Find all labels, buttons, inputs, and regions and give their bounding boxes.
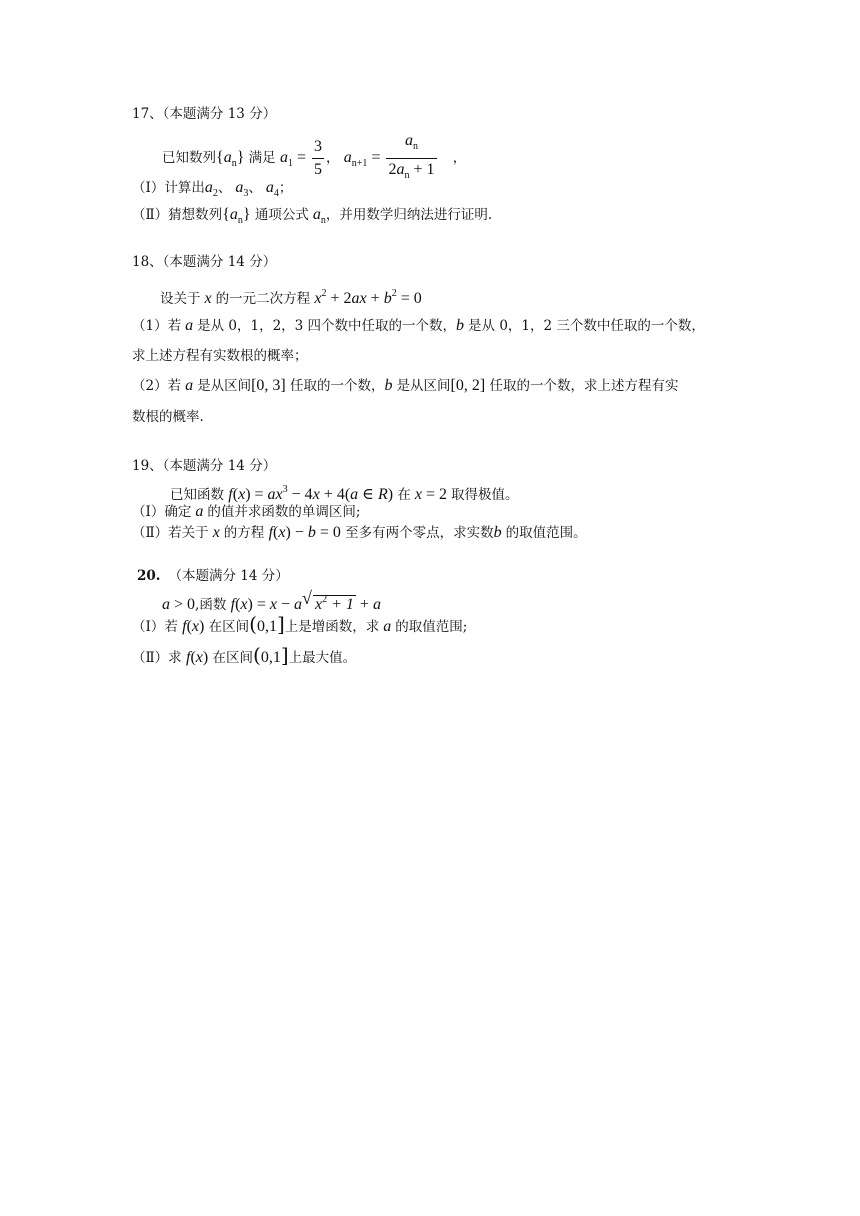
q18-header: 18、（本题满分 14 分）	[132, 254, 277, 270]
q17-part1: （Ⅰ）计算出$a_2$、 $a_3$、 $a_4$；	[132, 179, 293, 199]
q19-statement: 已知函数 $f(x) = ax^3 - 4x + 4(a$ ∈ R) 在 x = 2 取得极值。	[170, 484, 519, 503]
q20-part1: （Ⅰ）若 f(x) 在区间(0,1]上是增函数，求 a 的取值范围;	[132, 612, 468, 636]
q17-header: 17、（本题满分 13 分）	[132, 106, 277, 122]
q19-part1: （Ⅰ）确定 a 的值并求函数的单调区间;	[132, 503, 361, 520]
q20-header: 20. （本题满分 14 分）	[137, 568, 289, 584]
q20-part2: （Ⅱ）求 f(x) 在区间(0,1]上最大值。	[132, 643, 357, 667]
q20-statement: a > 0,函数 f(x) = x − a √ $x^2 + 1 + a$	[162, 588, 381, 613]
q19-header: 19、（本题满分 14 分）	[132, 458, 277, 474]
q18-part2-line2: 数根的概率.	[132, 409, 204, 425]
q18-part1-line2: 求上述方程有实数根的概率；	[132, 348, 308, 364]
q19-part2: （Ⅱ）若关于 x 的方程 f(x) − b = 0 至多有两个零点，求实数b 的取值范围。	[132, 524, 587, 541]
q18-statement: 设关于 x 的一元二次方程 $x^2 + 2ax + b^2 = 0$	[160, 288, 422, 307]
q17-statement: 已知数列$\{a_n\}$ 满足 $a_1$ = $\frac{3}{5}$ ， $a_{n+1}$ = $\frac{a_n}{2a_n + 1}$ ，	[162, 132, 467, 181]
q17-part2: （Ⅱ）猜想数列$\{a_n\}$ 通项公式 $a_n$，并用数学归纳法进行证明.	[132, 206, 493, 226]
q18-part2-line1: （2）若 a 是从区间[0, 3] 任取的一个数，b 是从区间[0, 2] 任取的一个数，求上述方程有实	[132, 377, 679, 394]
q18-part1-line1: （1）若 a 是从 0，1，2，3 四个数中任取的一个数，b 是从 0，1，2 三个数中任取的一个数，	[132, 317, 705, 334]
